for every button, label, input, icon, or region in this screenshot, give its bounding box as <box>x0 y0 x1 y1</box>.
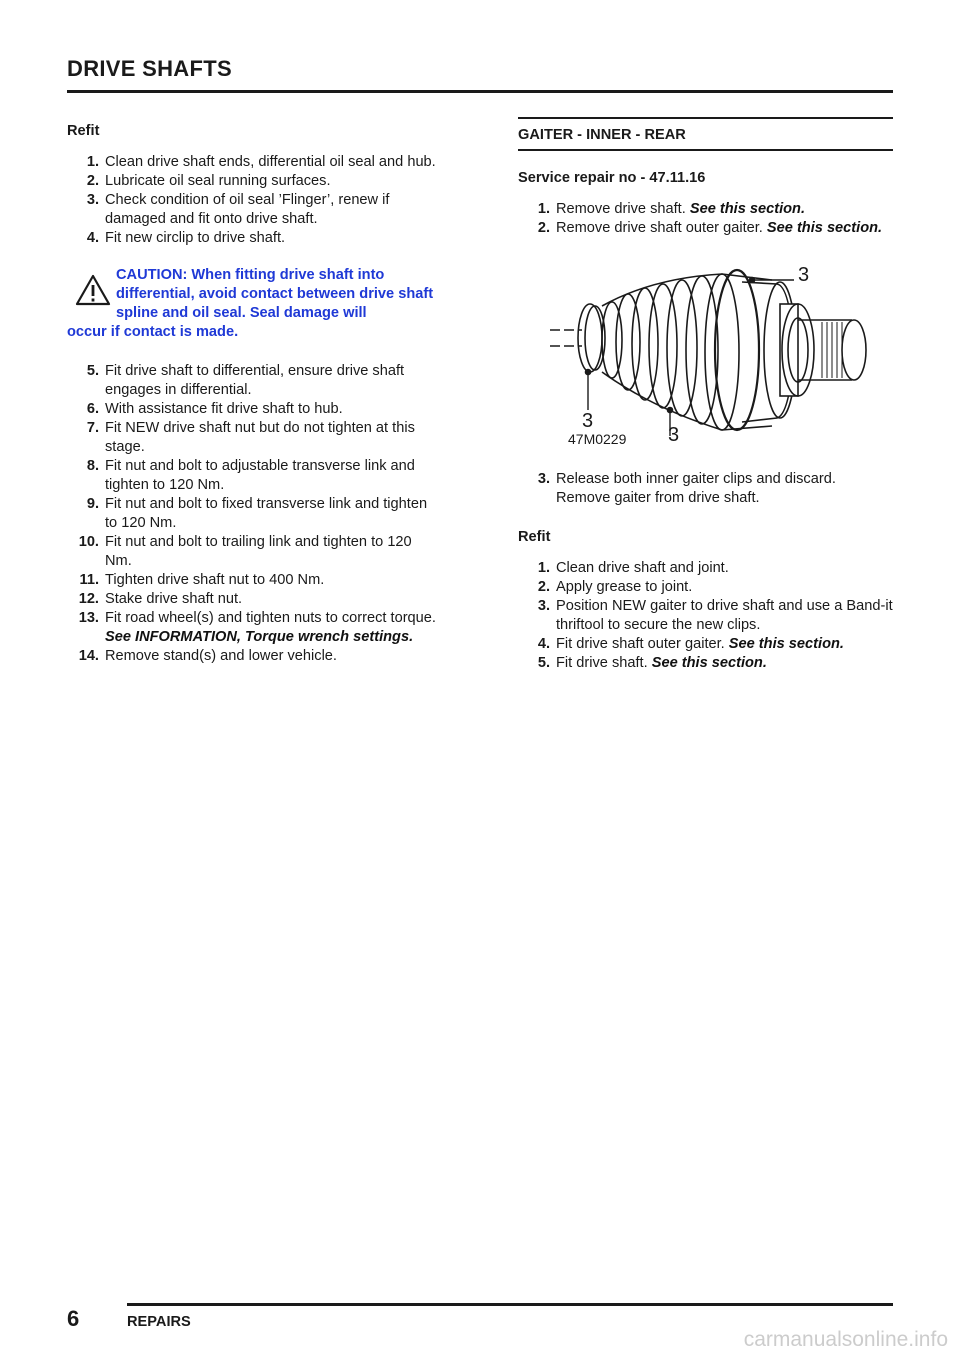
refit-heading: Refit <box>67 123 100 139</box>
removal-steps <box>518 200 893 238</box>
list-item: 14. Remove stand(s) and lower vehicle. <box>78 648 337 664</box>
list-item: 4. Fit drive shaft outer gaiter. See this section. <box>537 636 844 652</box>
list-item: 1. Remove drive shaft. See this section. <box>537 201 806 217</box>
list-item: 1. Clean drive shaft and joint. <box>537 560 729 576</box>
list-item: 5. Fit drive shaft to differential, ensure drive shaft engages in differential. <box>86 363 405 398</box>
caution-text-continued: occur if contact is made. <box>67 324 239 340</box>
list-item: 9. Fit nut and bolt to fixed transverse link and tighten to 120 Nm. <box>86 496 428 531</box>
list-item: 2. Remove drive shaft outer gaiter. See this section. <box>537 220 883 236</box>
section-title: GAITER - INNER - REAR <box>518 127 686 143</box>
list-item: 13. Fit road wheel(s) and tighten nuts to correct torque. See INFORMATION, Torque wrench settings. <box>78 610 436 645</box>
figure-code: 47M0229 <box>568 431 627 447</box>
list-item: 3. Check condition of oil seal ’Flinger’, renew if damaged and fit onto drive shaft. <box>86 192 390 227</box>
list-item: 3. Position NEW gaiter to drive shaft and use a Band-it thriftool to secure the new clips. <box>537 598 893 633</box>
see-section-link[interactable]: See this section. <box>651 655 767 671</box>
list-item: 3. Release both inner gaiter clips and discard. Remove gaiter from drive shaft. <box>537 471 836 506</box>
section-rule-top <box>518 117 893 119</box>
list-item: 10. Fit nut and bolt to trailing link and tighten to 120 Nm. <box>78 534 412 569</box>
list-item: 2. Apply grease to joint. <box>537 579 693 595</box>
torque-settings-link[interactable]: See INFORMATION, Torque wrench settings. <box>105 629 414 645</box>
callout-label: 3 <box>582 410 594 432</box>
list-item: 12. Stake drive shaft nut. <box>78 591 243 607</box>
footer-section-label: REPAIRS <box>127 1314 191 1330</box>
removal-step-3 <box>518 470 893 508</box>
right-column <box>518 122 893 673</box>
refit-steps <box>518 559 893 673</box>
watermark: carmanualsonline.info <box>743 1328 948 1351</box>
see-section-link[interactable]: See this section. <box>689 201 806 217</box>
list-item: 1. Clean drive shaft ends, differential oil seal and hub. <box>86 154 436 170</box>
see-section-link[interactable]: See this section. <box>766 220 883 236</box>
see-section-link[interactable]: See this section. <box>728 636 844 652</box>
left-column <box>67 122 442 666</box>
list-item: 8. Fit nut and bolt to adjustable transverse link and tighten to 120 Nm. <box>86 458 415 493</box>
list-item: 5. Fit drive shaft. See this section. <box>537 655 767 671</box>
list-item: 7. Fit NEW drive shaft nut but do not tighten at this stage. <box>86 420 415 455</box>
list-item: 4. Fit new circlip to drive shaft. <box>86 230 286 246</box>
service-repair-number: Service repair no - 47.11.16 <box>518 170 706 186</box>
callout-label: 3 <box>798 264 810 286</box>
refit-steps-a <box>67 153 442 248</box>
caution-text: CAUTION: When fitting drive shaft into differential, avoid contact between drive shaft spline and oil seal. Seal damage will <box>116 267 434 321</box>
list-item: 2. Lubricate oil seal running surfaces. <box>86 173 331 189</box>
page-title: DRIVE SHAFTS <box>67 56 232 81</box>
list-item: 6. With assistance fit drive shaft to hub. <box>86 401 343 417</box>
footer-rule <box>127 1303 893 1306</box>
refit-heading: Refit <box>518 529 551 545</box>
callout-label: 3 <box>668 424 680 446</box>
gaiter-illustration <box>532 258 877 448</box>
warning-triangle-icon <box>75 274 111 306</box>
header-rule <box>67 90 893 93</box>
caution-note <box>67 266 442 342</box>
list-item: 11. Tighten drive shaft nut to 400 Nm. <box>79 572 325 588</box>
page-number: 6 <box>67 1306 80 1331</box>
refit-steps-b <box>67 362 442 666</box>
